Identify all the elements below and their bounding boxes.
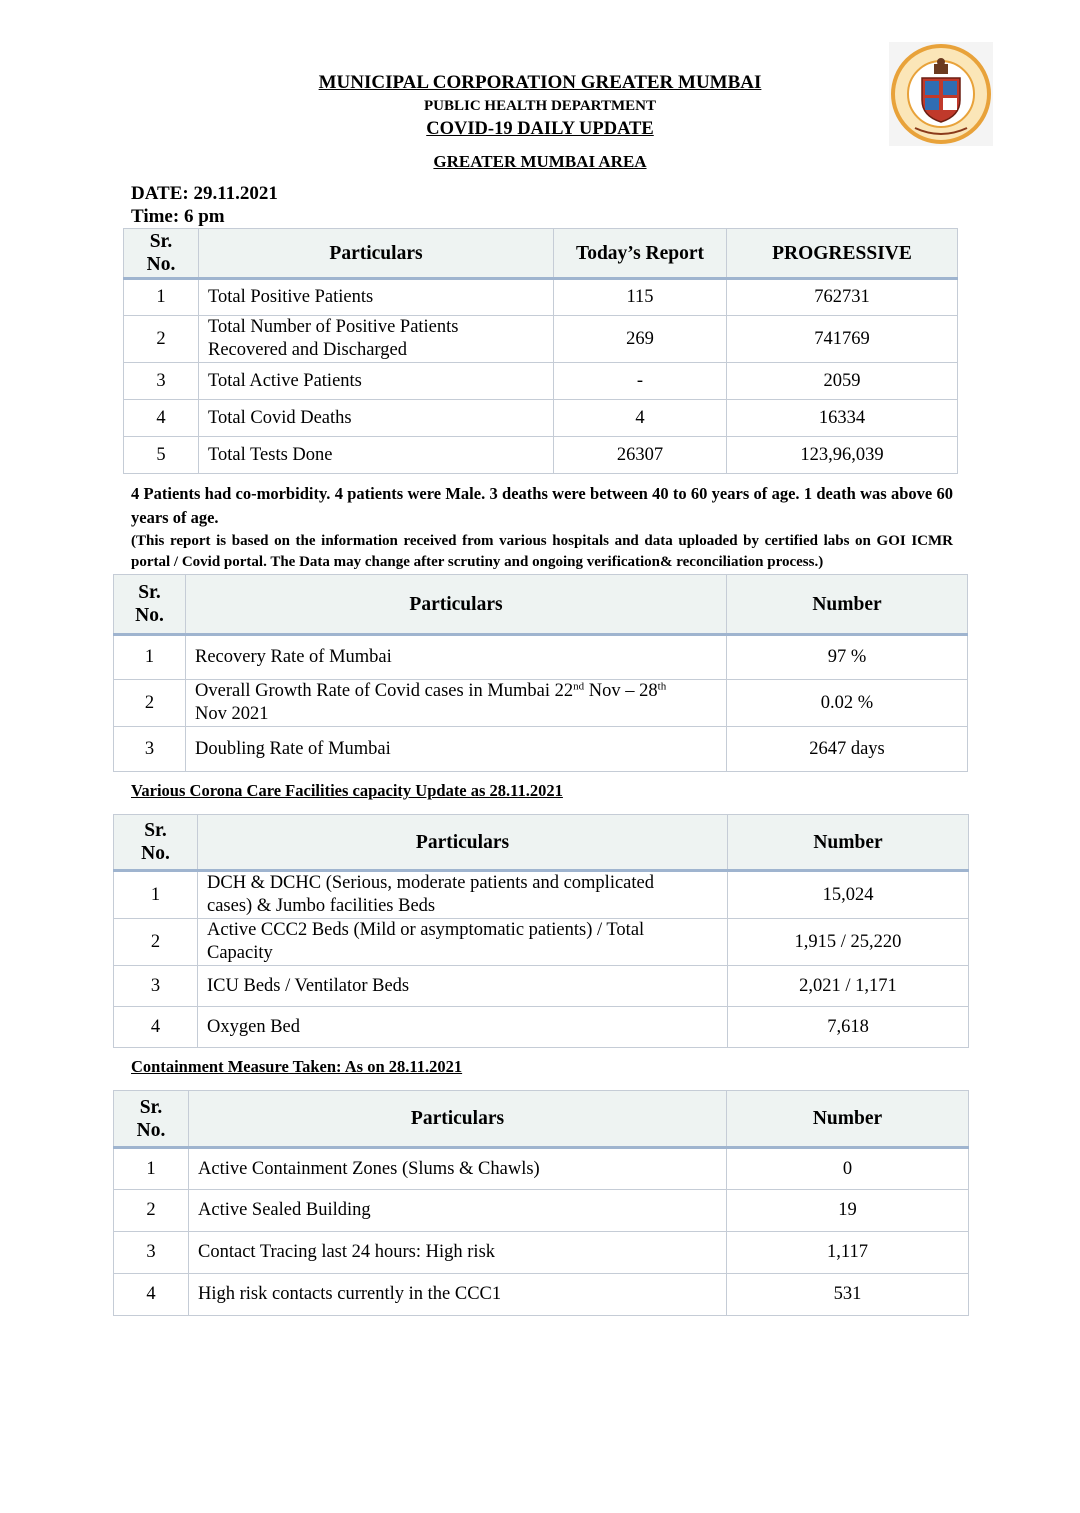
- table-row: [124, 316, 958, 363]
- disclaimer-note: (This report is based on the information received from various hospitals and data uploaded by certified labs on GOI ICMR portal / Covid portal. The Data may change after scrutiny and ongoing verification& reconciliation process.): [131, 533, 953, 570]
- number-cell: 0.02 %: [727, 680, 968, 727]
- sr-no-cell: 5: [124, 437, 199, 474]
- particulars-cell: ICU Beds / Ventilator Beds: [198, 966, 728, 1007]
- sr-no-cell: 1: [124, 279, 199, 316]
- particulars-cell: DCH & DCHC (Serious, moderate patients and complicated cases) & Jumbo facilities Beds: [198, 871, 728, 919]
- table-row: [114, 871, 969, 919]
- particulars-cell: Total Covid Deaths: [199, 400, 554, 437]
- number-header: Number: [727, 1091, 969, 1148]
- particulars-header: Particulars: [199, 229, 554, 279]
- progressive-cell: 741769: [727, 316, 958, 363]
- table-row: [114, 1274, 969, 1316]
- sr-no-cell: 2: [114, 1190, 189, 1232]
- sr-no-header: Sr. No.: [114, 1091, 189, 1148]
- progressive-cell: 16334: [727, 400, 958, 437]
- progressive-cell: 762731: [727, 279, 958, 316]
- particulars-header: Particulars: [186, 575, 727, 635]
- sr-no-cell: 1: [114, 871, 198, 919]
- particulars-cell: Doubling Rate of Mumbai: [186, 727, 727, 772]
- daily-stats-table: [123, 228, 958, 474]
- particulars-cell: Total Positive Patients: [199, 279, 554, 316]
- number-cell: 0: [727, 1148, 969, 1190]
- particulars-cell: Oxygen Bed: [198, 1007, 728, 1048]
- number-cell: 97 %: [727, 635, 968, 680]
- table-header-row: [124, 229, 958, 279]
- number-cell: 2,021 / 1,171: [728, 966, 969, 1007]
- table-row: [124, 363, 958, 400]
- progressive-cell: 2059: [727, 363, 958, 400]
- table-row: [114, 1232, 969, 1274]
- table-header-row: [114, 1091, 969, 1148]
- sr-no-cell: 4: [124, 400, 199, 437]
- particulars-cell: Active Sealed Building: [189, 1190, 727, 1232]
- sr-no-cell: 2: [114, 919, 198, 966]
- particulars-header: Particulars: [198, 815, 728, 871]
- particulars-cell: Total Number of Positive Patients Recovered and Discharged: [199, 316, 554, 363]
- progressive-header: PROGRESSIVE: [727, 229, 958, 279]
- number-cell: 531: [727, 1274, 969, 1316]
- table-row: [124, 279, 958, 316]
- table-row: [114, 635, 968, 680]
- rates-table: [113, 574, 968, 772]
- number-cell: 1,915 / 25,220: [728, 919, 969, 966]
- particulars-cell: Total Active Patients: [199, 363, 554, 400]
- sr-no-cell: 3: [114, 727, 186, 772]
- sr-no-header: Sr. No.: [114, 575, 186, 635]
- particulars-cell: High risk contacts currently in the CCC1: [189, 1274, 727, 1316]
- number-cell: 1,117: [727, 1232, 969, 1274]
- sr-no-cell: 3: [114, 966, 198, 1007]
- table-row: [114, 966, 969, 1007]
- number-cell: 2647 days: [727, 727, 968, 772]
- table-row: [114, 1007, 969, 1048]
- report-date: DATE: 29.11.2021: [131, 183, 278, 204]
- comorbidity-note: 4 Patients had co-morbidity. 4 patients were Male. 3 deaths were between 40 to 60 years of age. 1 death was above 60 years of age.: [131, 484, 953, 527]
- facilities-section-title: Various Corona Care Facilities capacity Update as 28.11.2021: [131, 781, 563, 800]
- table-header-row: [114, 575, 968, 635]
- particulars-cell: Overall Growth Rate of Covid cases in Mumbai 22nd Nov – 28th Nov 2021: [186, 680, 727, 727]
- table-row: [124, 400, 958, 437]
- particulars-header: Particulars: [189, 1091, 727, 1148]
- today-cell: 26307: [554, 437, 727, 474]
- table-header-row: [114, 815, 969, 871]
- today-report-header: Today’s Report: [554, 229, 727, 279]
- sr-no-cell: 3: [114, 1232, 189, 1274]
- table-row: [114, 1148, 969, 1190]
- org-title: MUNICIPAL CORPORATION GREATER MUMBAI: [318, 72, 762, 93]
- number-header: Number: [727, 575, 968, 635]
- table-row: [114, 1190, 969, 1232]
- sr-no-cell: 2: [114, 680, 186, 727]
- number-cell: 19: [727, 1190, 969, 1232]
- number-cell: 15,024: [728, 871, 969, 919]
- particulars-cell: Total Tests Done: [199, 437, 554, 474]
- particulars-cell: Active CCC2 Beds (Mild or asymptomatic patients) / Total Capacity: [198, 919, 728, 966]
- today-cell: 269: [554, 316, 727, 363]
- sr-no-cell: 4: [114, 1274, 189, 1316]
- table-row: [114, 680, 968, 727]
- area-title: GREATER MUMBAI AREA: [433, 152, 647, 171]
- report-time: Time: 6 pm: [131, 206, 225, 227]
- facilities-table: [113, 814, 969, 1048]
- department-title: PUBLIC HEALTH DEPARTMENT: [423, 98, 656, 114]
- today-cell: 115: [554, 279, 727, 316]
- particulars-cell: Recovery Rate of Mumbai: [186, 635, 727, 680]
- containment-table: [113, 1090, 969, 1316]
- containment-section-title: Containment Measure Taken: As on 28.11.2021: [131, 1057, 463, 1076]
- sr-no-cell: 4: [114, 1007, 198, 1048]
- today-cell: -: [554, 363, 727, 400]
- sr-no-header: Sr. No.: [114, 815, 198, 871]
- progressive-cell: 123,96,039: [727, 437, 958, 474]
- table-row: [114, 919, 969, 966]
- table-row: [114, 727, 968, 772]
- particulars-cell: Active Containment Zones (Slums & Chawls): [189, 1148, 727, 1190]
- sr-no-cell: 3: [124, 363, 199, 400]
- number-header: Number: [728, 815, 969, 871]
- sr-no-cell: 1: [114, 635, 186, 680]
- sr-no-cell: 1: [114, 1148, 189, 1190]
- table-row: [124, 437, 958, 474]
- bmc-emblem-icon: [889, 42, 993, 146]
- sr-no-cell: 2: [124, 316, 199, 363]
- sr-no-header: Sr. No.: [124, 229, 199, 279]
- report-title: COVID-19 DAILY UPDATE: [426, 119, 654, 139]
- number-cell: 7,618: [728, 1007, 969, 1048]
- particulars-cell: Contact Tracing last 24 hours: High risk: [189, 1232, 727, 1274]
- today-cell: 4: [554, 400, 727, 437]
